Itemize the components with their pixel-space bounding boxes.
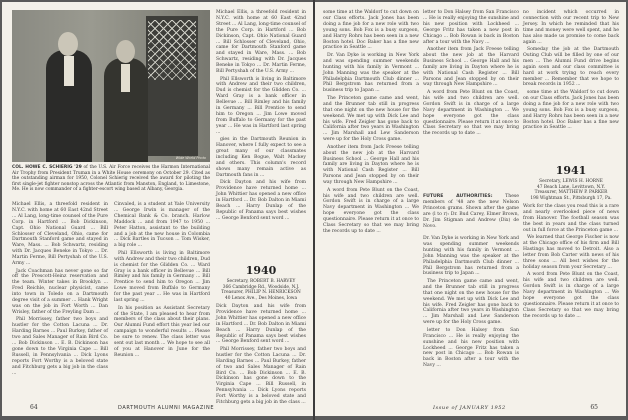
issue-label: Issue of JANUARY 1952 xyxy=(433,405,506,411)
paragraph: no incident which occurred in connection with our recent trip to New Jersey. In which he reminded that his time and money were well spent, and he has also made us promise to come back again ... xyxy=(523,10,619,45)
paragraph: gies in the Dartmouth Reunion in Hanover, where I fully expect to see a great many of our classmates including Ken Bogue, Walt Mackey and others. This column's record shows many remain active as Dartmouth fans in ... xyxy=(216,137,306,178)
photo-head-right xyxy=(116,40,135,63)
officer-line: Treasurer, MATTHEW P. PARKER xyxy=(534,190,608,196)
paragraph: Someday the job at the Dartmouth Outing Club will be filled by one of our men ... The Alumni Fund drive begins again soon and our class committee is hard at work trying to reach every member ... Remember that we hope to break records in 1952 ... xyxy=(523,47,619,88)
paragraph: In his position as Assistant Secretary of the State, I am pleased to hear from members of the class about their plans. Our Alumni Fund effort this year led our campaign to wonderful results ... Please be sure to renew. The class letter was sent out last month ... We hope to see all of you at Hanover in June for the Reunion ... xyxy=(114,305,210,358)
paragraph: The Princeton game came and went, and the Brunner tab still in progress that one night on the new house for the weekend. We met up with Dick Lee and his wife. Fred Zeigler has gone back to California after two years in Washington ... Jim Marshall and Lew Sanderson were up for the Holy Cross game. xyxy=(323,95,419,143)
caption-label: FUTURE AUTHORITIES: xyxy=(423,194,493,199)
paragraph: Dick Dayton and his wife from Providence have returned home ... John Whittier has opened a new office in Hartford ... Dr. Bob Dalton in Miami Beach ... Harry Dunlap of the Republic of Panama says best wishes ... George Benford sent word ... xyxy=(216,180,306,221)
officer-line: Secretary, LEWIS H. HORNE xyxy=(539,179,603,184)
section-officers-1941 xyxy=(523,179,619,201)
paragraph: Another item from Jack Freese telling about the new job at the Harvard Business School ... George Hall and his family are living in Dayton where he is with National Cash Register ... Bill Parsons and Jean stopped by on their way through New Hampshire ... xyxy=(323,144,419,186)
paragraph: Michael Ellis, a threefold resident in N.Y.C. with home at 60 East 42nd Street ... Al Lang, long-time counsel of the Pure Corp. in Hartford ... Bob Dickinson, Capt. Ohio National Guard ... Bill Schlosser of Cleveland, Ohio, came for Dartmouth Stanford game and stayed in Ware, Mass. ... Bob Schwartz, residing with Dr. Jacques Beneke in Tokyo ... Dr. Martin Ferme, Bill Pertyshah of the U.S. Army ... xyxy=(216,10,306,75)
article-column-6 xyxy=(523,10,619,160)
paragraph: Another item from Jack Freese telling about the new job at the Harvard Business School ... George Hall and his family are living in Dayton where he is with National Cash Register ... Bill Parsons and Jean stopped by on their way through New Hampshire ... xyxy=(423,47,519,88)
left-page xyxy=(2,2,313,416)
photo-lattice xyxy=(148,20,196,80)
caption-text: of the U.S. Air Force receives the Harmon International Air Trophy from President Truman in a White House ceremony on October 29. Cited as the outstanding airman for 1950, Colonel Schierig received the award for piloting the first single-jet fighter nonstop across the Atlantic from Manston, England, to Limestone, Me. He is now commander of a fighter-escort wing based at Albany, Georgia. xyxy=(12,165,210,193)
right-caption xyxy=(423,194,519,234)
officer-line: 198 Wightman St., Pittsburgh 17, Pa. xyxy=(530,195,612,201)
paragraph: Phil Ellsworth is living in Baltimore with Andrew and their two children, Dud is chemist for the Glidden Co. ... Ward Gray is a bank officer in Bellevue ... Bill Rimley and his family in Germany ... Bill Prentice to send him to Oregon ... Jim Lowe moved from Buffalo to Germany for the past year ... He was in Hartford last spring ... xyxy=(216,76,306,135)
paragraph: letter to Don Halsey from San Francisco ... He is really enjoying the sunshine and his new position with Lockheed ... George Fritz has taken a new post in Chicago ... Bob Rowan is back in Boston after a tour with the Navy ... xyxy=(423,327,519,369)
section-heading-1941: 1941 xyxy=(555,164,587,177)
officer-line: Treasurer, PHILIP N. HENRICKSON xyxy=(221,290,301,296)
section-heading-1940: 1940 xyxy=(245,264,277,277)
article-column-6b xyxy=(523,204,619,398)
photo-shirt-right xyxy=(121,64,130,92)
paragraph: A word from Pete Blunt on the Coast, his wife and two children are well. Gordon Swift is in charge of a large Navy department in Washington ... We hope everyone got the class questionnaire. Please return it at once to Class Secretary so that we may bring the records up to date ... xyxy=(423,89,519,137)
photo-credit: Wide World Photo xyxy=(175,156,206,160)
paragraph: Work for the class you read this is a rare and nearly overlooked piece of news from Hanover. The football season was the best in years and the class turned out in full force at the Princeton game ... xyxy=(523,204,619,233)
paragraph: Cinvaled, is a student at Yale University ... George Irwin is manager of the Chemical Bank & Co. branch. Harlow Maddock ... and from 1947 to 1950 ... Peter Hatton, assistant to the building and a job at the new house in Colombia ... Dick Bartles in Tucson ... Tom Wisker, a big role ... xyxy=(114,202,210,249)
paragraph: Phil Morrissey, father two boys and hustler for the Cotton Lacuna ... Dr. Harding Barnes ... Paul Burkey, father of two and Sales Manager of Rain Bird Co. ... Bob Dickinson ... E. B. Dickinson has gone down to the Virginia Cape ... Bill Russell, in Pennsylvania ... Dick Lyons reports Fort Worthy is a beloved state and Fitchburg gets a big job in the class ... xyxy=(216,346,306,406)
paragraph: A word from Pete Blunt on the Coast, his wife and two children are well. Gordon Swift is in charge of a large Navy department in Washington ... We hope everyone got the class questionnaire. Please return it at once to Class Secretary so that we may bring the records up to date ... xyxy=(323,187,419,234)
paragraph: Dr. Van Dyke is working in New York and was spending summer weekends hunting with his family in Vermont ... John Manning was the speaker at the Philadelphia Dartmouth Club dinner ... Phil Bergstrom has returned from a business trip to Japan ... xyxy=(423,236,519,277)
photo-caption xyxy=(12,165,210,193)
paragraph: We learned that George Fischer is now at the Chicago office of his firm and Bill Hastings has moved to Detroit. Also a letter from Bob Carter with news of his three sons ... All best wishes for the holiday season from your Secretary ... xyxy=(523,235,619,270)
caption-paragraph xyxy=(423,194,519,229)
award-photo xyxy=(12,10,210,162)
article-column-1 xyxy=(12,202,108,398)
photo-shirt-left xyxy=(64,56,74,86)
officer-line: Secretary, ROBERT B. HARVEY xyxy=(226,279,296,284)
section-officers-1940 xyxy=(216,279,306,301)
officer-line: 47 Beach Lane, Levittown, N.Y. xyxy=(536,184,605,190)
article-column-5b xyxy=(423,236,519,398)
article-column-2 xyxy=(114,202,210,398)
officer-line: 366 Cambridge Rd., Woodside, N.J. xyxy=(222,284,300,290)
paragraph: Jack Coachman has never gone so far off the Prescott-Heinz reservation and the team. Winter takes in Brooklyn ... Fred Reichle, nuclear physicist, came into town in Toledo on a Dartmouth degree visit of a summer ... Hank Wright was on the job in Fort Worth ... Dan Wrisley, father of the Freyling Dam ... xyxy=(12,268,108,315)
article-column-3b xyxy=(216,304,306,406)
officer-line: 40 Lenox Ave., Des Moines, Iowa xyxy=(224,295,298,301)
paragraph: some time at the Waldorf to cut down on our Class efforts. Jack Jones has been doing a fine job for a new role with two young sons. Bob Fox is a busy surgeon, and Harry Rohrs has been seen in a new Boston hotel. Doc Baker has a fine new practice in Seattle ... xyxy=(523,89,619,131)
paragraph: Dick Dayton and his wife from Providence have returned home ... John Whittier has opened a new office in Hartford ... Dr. Bob Dalton in Miami Beach ... Harry Dunlap of the Republic of Panama says best wishes ... George Benford sent word ... xyxy=(216,304,306,345)
article-column-3 xyxy=(216,10,306,260)
paragraph: Phil Ellsworth is living in Baltimore with Andrew and their two children, Dud is chemist for the Glidden Co. ... Ward Gray is a bank officer in Bellevue ... Bill Rimley and his family in Germany ... Bill Prentice to send him to Oregon ... Jim Lowe moved from Buffalo to Germany for the past year ... He was in Hartford last spring ... xyxy=(114,250,210,304)
paragraph: some time at the Waldorf to cut down on our Class efforts. Jack Jones has been doing a fine job for a new role with two young sons. Bob Fox is a busy surgeon, and Harry Rohrs has been seen in a new Boston hotel. Doc Baker has a fine new practice in Seattle ... xyxy=(323,10,419,51)
magazine-footer: DARTMOUTH ALUMNI MAGAZINE xyxy=(118,405,215,411)
article-column-5 xyxy=(423,10,519,190)
paragraph: Dr. Van Dyke is working in New York and was spending summer weekends hunting with his family in Vermont ... John Manning was the speaker at the Philadelphia Dartmouth Club dinner ... Phil Bergstrom has returned from a business trip to Japan ... xyxy=(323,52,419,94)
article-column-4 xyxy=(323,10,419,398)
page-number: 65 xyxy=(590,404,598,411)
paragraph: A word from Pete Blunt on the Coast, his wife and two children are well. Gordon Swift is in charge of a large Navy department in Washington ... We hope everyone got the class questionnaire. Please return it at once to Class Secretary so that we may bring the records up to date ... xyxy=(523,272,619,319)
paragraph: Phil Morrissey, father two boys and hustler for the Cotton Lacuna ... Dr. Harding Barnes ... Paul Burkey, father of two and Sales Manager of Rain Bird Co. ... Bob Dickinson ... E. B. Dickinson has gone down to the Virginia Cape ... Bill Russell, in Pennsylvania ... Dick Lyons reports Fort Worthy is a beloved state and Fitchburg gets a big job in the class ... xyxy=(12,317,108,376)
paragraph: Michael Ellis, a threefold resident in N.Y.C. with home at 60 East 42nd Street ... Al Lang, long-time counsel of the Pure Corp. in Hartford ... Bob Dickinson, Capt. Ohio National Guard ... Bill Schlosser of Cleveland, Ohio, came for Dartmouth Stanford game and stayed in Ware, Mass. ... Bob Schwartz, residing with Dr. Jacques Beneke in Tokyo ... Dr. Martin Ferme, Bill Pertyshah of the U.S. Army ... xyxy=(12,202,108,267)
caption-text: These members of '48 are the new Nelson Princeton grams. Shown after the game are (l to r): Dr. Bud Carey, Elmer Brown, Dr. Jim Stigman and Andrew (Dix) de Novo. xyxy=(423,194,519,229)
page-number: 64 xyxy=(30,404,38,411)
right-page xyxy=(315,2,626,416)
photo-head-left xyxy=(58,32,78,56)
caption-label: COL. HOWE C. SCHIERIG '29 xyxy=(12,165,82,170)
paragraph: The Princeton game came and went, and the Brunner tab still in progress that one night on the new house for the weekend. We met up with Dick Lee and his wife. Fred Zeigler has gone back to California after two years in Washington ... Jim Marshall and Lew Sanderson were up for the Holy Cross game. xyxy=(423,278,519,326)
paragraph: letter to Don Halsey from San Francisco ... He is really enjoying the sunshine and his new position with Lockheed ... George Fritz has taken a new post in Chicago ... Bob Rowan is back in Boston after a tour with the Navy ... xyxy=(423,10,519,45)
